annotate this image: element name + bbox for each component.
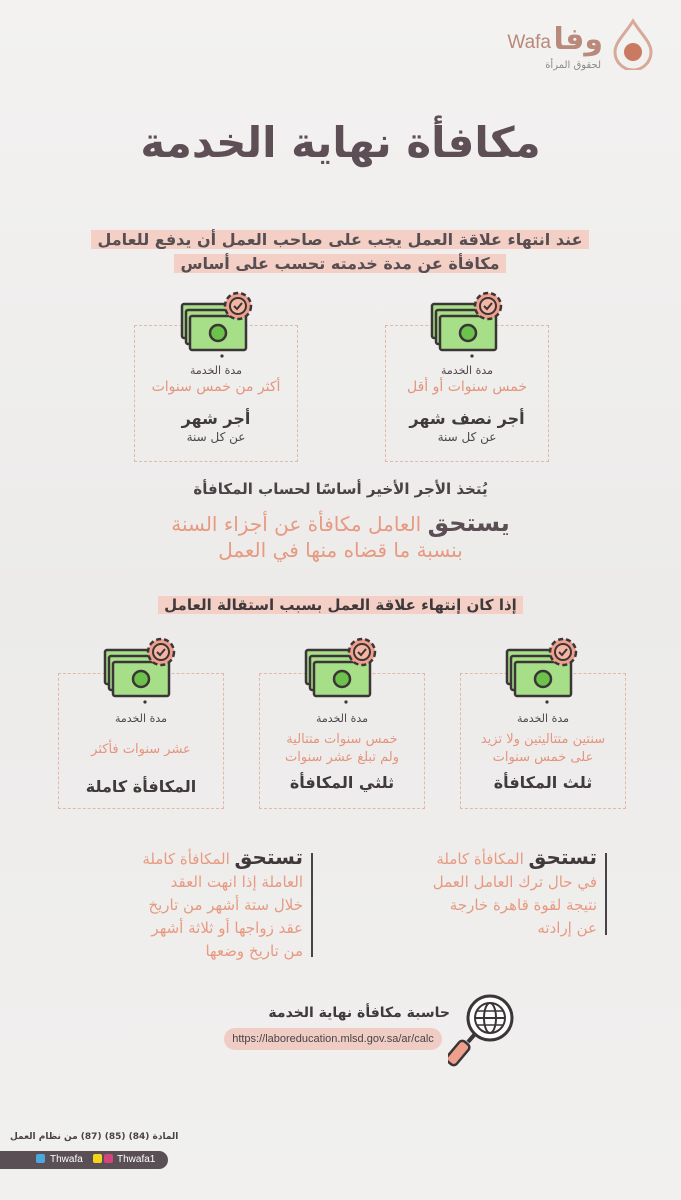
intro-text [40, 228, 640, 276]
card-label: مدة الخدمة [316, 712, 368, 725]
card-period-1: عشر سنوات فأكثر [91, 742, 191, 757]
card-label: مدة الخدمة [441, 364, 493, 377]
calculator-title: حاسبة مكافأة نهاية الخدمة [268, 1005, 450, 1021]
page-title: مكافأة نهاية الخدمة [140, 118, 541, 167]
card-reward: ثلث المكافأة [493, 773, 593, 792]
brand-tagline: لحقوق المرأة [545, 60, 601, 71]
money-gear-icon [101, 636, 185, 706]
globe-magnifier-icon [448, 990, 518, 1070]
money-gear-icon [428, 290, 512, 360]
card-period: أكثر من خمس سنوات [151, 379, 281, 395]
card-amount: أجر نصف شهر [409, 409, 525, 428]
money-gear-icon [178, 290, 262, 360]
card-reward: المكافأة كاملة [85, 777, 197, 796]
resignation-heading: إذا كان إنتهاء علاقة العمل بسبب استقالة العامل [0, 596, 681, 614]
intro-line-2: مكافأة عن مدة خدمته تحسب على أساس [174, 254, 505, 273]
intro-line-1: عند انتهاء علاقة العمل يجب على صاحب العمل أن يدفع للعامل [91, 230, 588, 249]
card-period: خمس سنوات أو أقل [406, 379, 528, 395]
articles-reference: المادة (84) (85) (87) من نظام العمل [10, 1132, 179, 1142]
card-period-1: خمس سنوات متتالية [286, 732, 398, 747]
brand-name-en: Wafa [507, 32, 551, 53]
brand-name-ar: وفا [553, 22, 603, 57]
full-reward-force-majeure: تستحق المكافأة كاملة في حال ترك العامل العمل نتيجة لقوة قاهرة خارجة عن إرادته [432, 845, 597, 937]
full-reward-verb: تستحق [234, 845, 303, 869]
card-label: مدة الخدمة [115, 712, 167, 725]
social-handles-bar [0, 1151, 168, 1169]
card-per: عن كل سنة [437, 430, 497, 444]
brand-logo [489, 18, 659, 78]
card-per: عن كل سنة [186, 430, 246, 444]
card-period-1: سنتين متتاليتين ولا تزيد [480, 732, 606, 747]
entitle-line-1: العامل مكافأة عن أجزاء السنة [171, 512, 422, 536]
card-period-2: ولم تبلغ عشر سنوات [285, 750, 399, 765]
snap-insta-handle[interactable]: Thwafa1 [117, 1154, 156, 1165]
card-period-2: على خمس سنوات [492, 750, 594, 765]
money-gear-icon [302, 636, 386, 706]
card-label: مدة الخدمة [190, 364, 242, 377]
divider-line [311, 853, 313, 957]
card-label: مدة الخدمة [517, 712, 569, 725]
entitle-line-2: بنسبة ما قضاه منها في العمل [218, 538, 463, 562]
full-reward-verb: تستحق [528, 845, 597, 869]
full-reward-marriage: تستحق المكافأة كاملة العاملة إذا انهت العقد خلال ستة أشهر من تاريخ عقد زواجها أو ثلاثة أشهر من تاريخ وضعها [142, 845, 303, 960]
entitle-text [0, 510, 681, 563]
calculator-link[interactable]: https://laboreducation.mlsd.gov.sa/ar/calc [224, 1028, 442, 1050]
entitle-verb: يستحق [427, 509, 510, 537]
basis-note: يُتخذ الأجر الأخير أساسًا لحساب المكافأة [193, 480, 488, 498]
instagram-icon [104, 1151, 113, 1169]
card-reward: ثلثي المكافأة [289, 773, 395, 792]
snapchat-icon [93, 1151, 102, 1169]
money-gear-icon [503, 636, 587, 706]
divider-line [605, 853, 607, 935]
twitter-icon [36, 1151, 45, 1169]
twitter-handle[interactable]: Thwafa [50, 1154, 83, 1165]
drop-logo-icon [607, 18, 659, 70]
card-amount: أجر شهر [181, 409, 251, 428]
